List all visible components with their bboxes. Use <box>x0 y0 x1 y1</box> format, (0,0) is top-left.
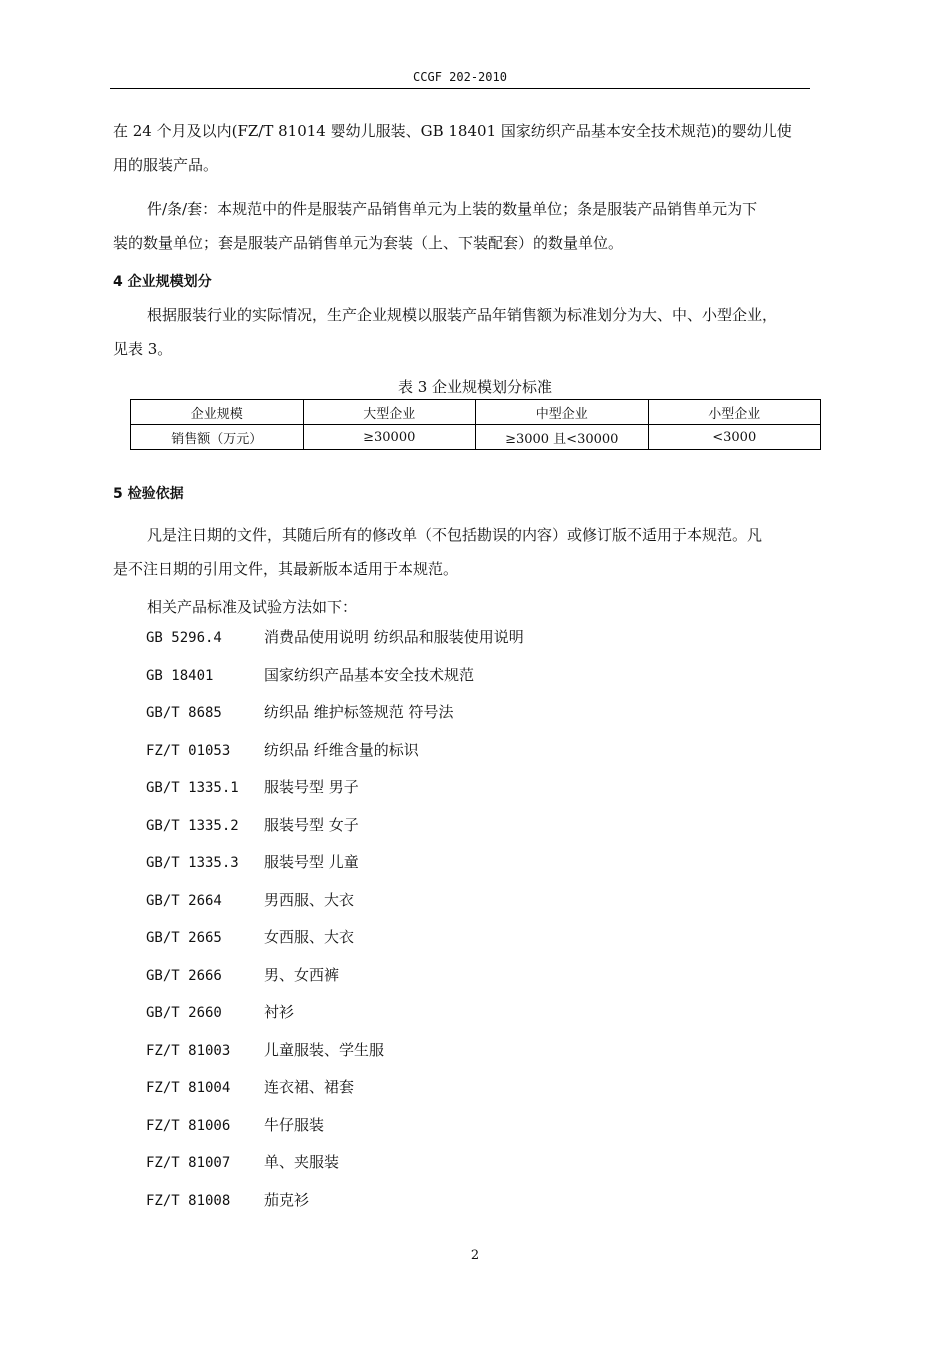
standard-code: GB 18401 <box>146 667 214 684</box>
list-item <box>146 772 524 810</box>
list-item <box>146 847 524 885</box>
standard-code: GB/T 2665 <box>146 930 222 946</box>
list-item <box>146 697 524 735</box>
paragraph-line: 凡是注日期的文件，其随后所有的修改单（不包括勘误的内容）或修订版不适用于本规范。凡 <box>147 526 763 544</box>
paragraph-line: 相关产品标准及试验方法如下： <box>147 598 358 616</box>
section-heading-enterprise-scale: 4 企业规模划分 <box>113 274 212 290</box>
standard-name: 儿童服装、学生服 <box>264 1040 385 1059</box>
list-item <box>146 735 524 773</box>
standard-name: 茄克衫 <box>264 1190 310 1209</box>
infant-clothing-definition <box>113 114 839 182</box>
list-item <box>146 1185 524 1223</box>
enterprise-scale-table <box>130 399 821 450</box>
page-header: CCGF 202-2010 <box>413 70 507 84</box>
table-cell: 销售额（万元） <box>131 425 304 450</box>
table-header-cell: 中型企业 <box>476 400 649 425</box>
section-heading-inspection-basis: 5 检验依据 <box>113 486 184 502</box>
list-item <box>146 660 524 698</box>
standard-code: GB/T 1335.3 <box>146 855 239 871</box>
page-number: 2 <box>470 1248 480 1263</box>
paragraph-line: 用的服装产品。 <box>113 156 219 174</box>
list-item <box>146 960 524 998</box>
paragraph-line: 是不注日期的引用文件，其最新版本适用于本规范。 <box>113 560 459 578</box>
standard-name: 牛仔服装 <box>264 1115 325 1134</box>
table-cell: <3000 <box>648 425 821 450</box>
table-header-cell: 小型企业 <box>648 400 821 425</box>
standard-code: FZ/T 81003 <box>146 1042 231 1059</box>
paragraph-line: 装的数量单位；套是服装产品销售单元为套装（上、下装配套）的数量单位。 <box>113 234 624 252</box>
list-item <box>146 810 524 848</box>
standards-list <box>146 622 524 1222</box>
standard-code: FZ/T 81004 <box>146 1080 231 1096</box>
standard-name: 国家纺织产品基本安全技术规范 <box>264 665 475 684</box>
list-item <box>146 885 524 923</box>
standard-code: GB/T 2666 <box>146 967 222 984</box>
table-cell: ≥3000 且<30000 <box>476 425 649 450</box>
enterprise-scale-paragraph <box>113 298 839 366</box>
list-item <box>146 1035 524 1073</box>
standard-name: 服装号型 男子 <box>264 778 359 796</box>
standard-code: GB/T 1335.2 <box>146 817 239 834</box>
standard-code: GB/T 2660 <box>146 1005 222 1021</box>
table-header-cell: 大型企业 <box>303 400 476 425</box>
table-header-cell: 企业规模 <box>131 400 304 425</box>
unit-definition <box>113 192 839 260</box>
standard-code: FZ/T 81006 <box>146 1117 231 1134</box>
list-item <box>146 997 524 1035</box>
standard-name: 男、女西裤 <box>264 965 340 984</box>
list-item <box>146 1110 524 1148</box>
list-item <box>146 922 524 960</box>
list-item <box>146 1147 524 1185</box>
reference-documents-paragraph <box>113 518 839 586</box>
standards-intro <box>113 590 839 624</box>
standard-code: FZ/T 01053 <box>146 742 231 759</box>
standard-name: 纺织品 维护标签规范 符号法 <box>264 703 454 721</box>
standard-name: 女西服、大衣 <box>264 928 355 946</box>
standard-name: 连衣裙、裙套 <box>264 1078 355 1096</box>
list-item <box>146 622 524 660</box>
standard-name: 衬衫 <box>264 1003 295 1021</box>
table-row <box>131 425 821 450</box>
table-caption: 表 3 企业规模划分标准 <box>397 378 553 396</box>
paragraph-line: 根据服装行业的实际情况，生产企业规模以服装产品年销售额为标准划分为大、中、小型企业， <box>147 306 778 324</box>
header-rule <box>110 88 810 89</box>
standard-code: GB/T 8685 <box>146 705 222 721</box>
standard-name: 消费品使用说明 纺织品和服装使用说明 <box>264 628 524 646</box>
standard-name: 纺织品 纤维含量的标识 <box>264 740 419 759</box>
table-cell: ≥30000 <box>303 425 476 450</box>
standard-code: FZ/T 81008 <box>146 1192 231 1209</box>
paragraph-line: 在 24 个月及以内(FZ/T 81014 婴幼儿服装、GB 18401 国家纺织产品基本安全技术规范)的婴幼儿使 <box>113 122 792 140</box>
paragraph-line: 件/条/套：本规范中的件是服装产品销售单元为上装的数量单位；条是服装产品销售单元为下 <box>147 200 758 218</box>
standard-code: FZ/T 81007 <box>146 1155 231 1171</box>
standard-name: 服装号型 女子 <box>264 815 359 834</box>
list-item <box>146 1072 524 1110</box>
standard-name: 单、夹服装 <box>264 1153 340 1171</box>
standard-code: GB/T 2664 <box>146 892 222 909</box>
standard-name: 服装号型 儿童 <box>264 853 359 871</box>
standard-code: GB 5296.4 <box>146 630 222 646</box>
table-header-row <box>131 400 821 425</box>
paragraph-line: 见表 3。 <box>113 340 173 358</box>
standard-name: 男西服、大衣 <box>264 890 355 909</box>
standard-code: GB/T 1335.1 <box>146 780 239 796</box>
